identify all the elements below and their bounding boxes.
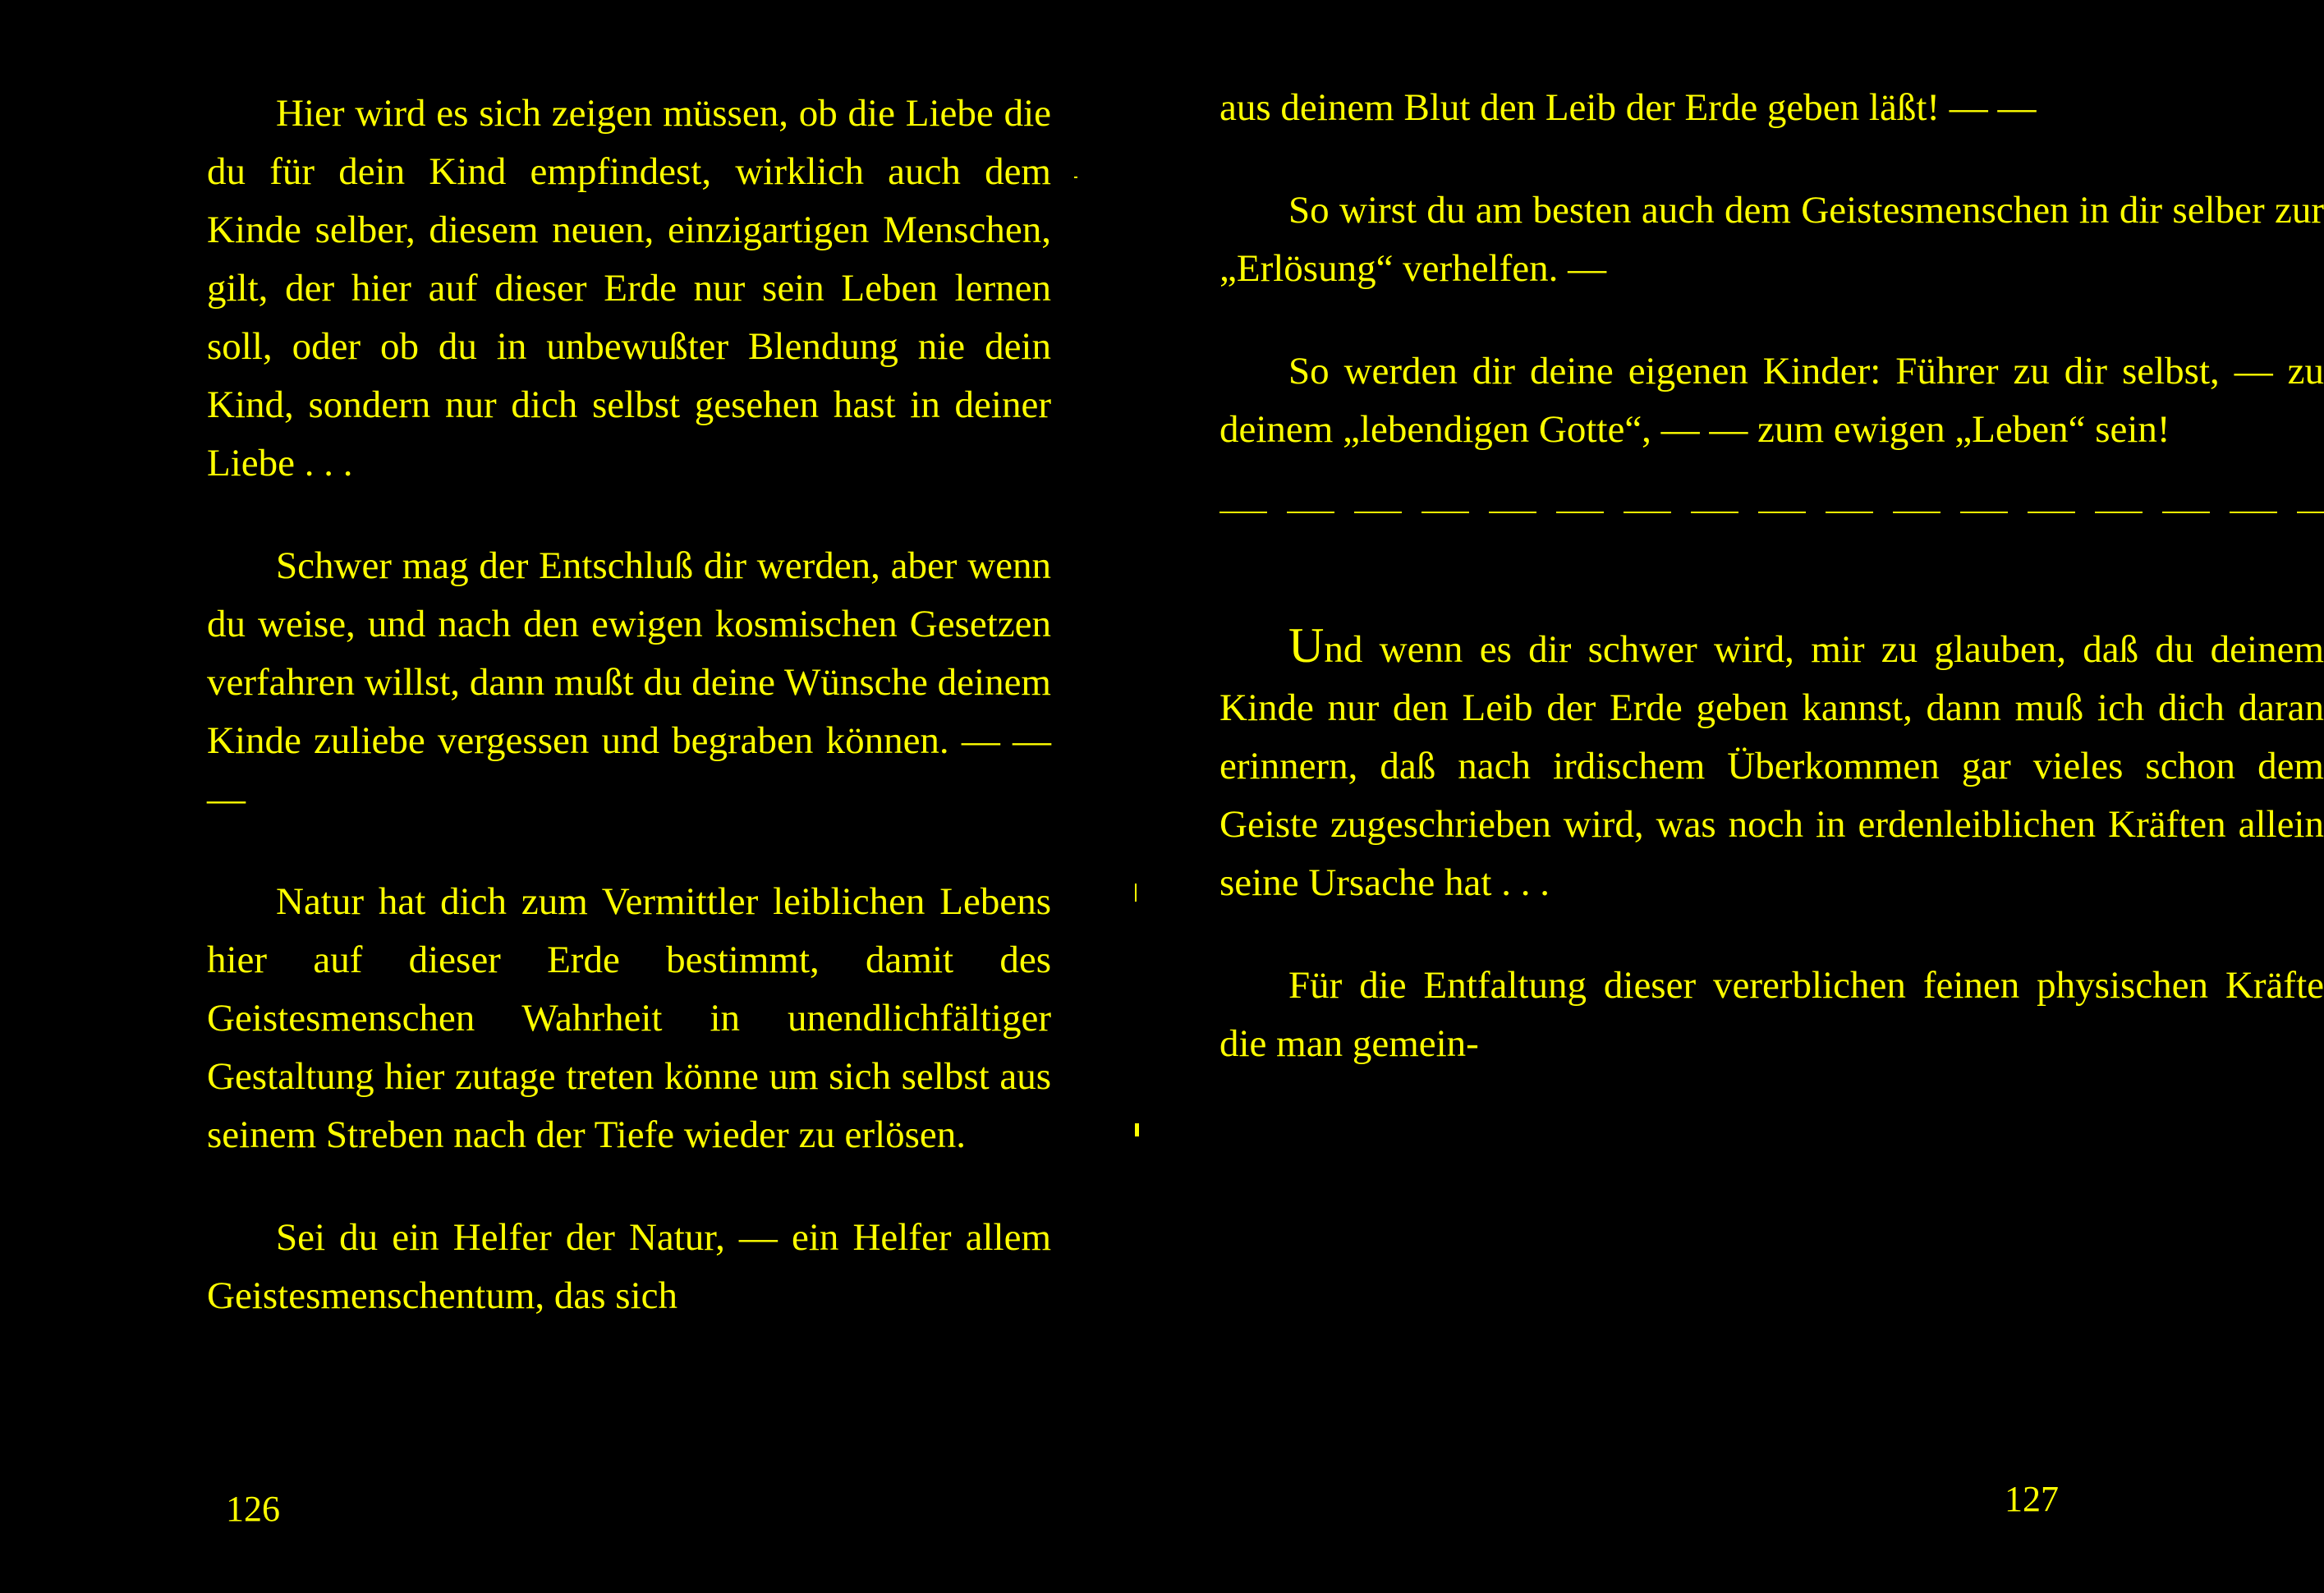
paragraph-text: nd wenn es dir schwer wird, mir zu glauben, daß du deinem Kinde nur den Leib der Erde geben kannst, dann muß ich dich daran erinnern, daß nach irdischem Überkommen gar vieles schon dem Geiste zugeschrieben wird, was noch in erdenleiblichen Kräften allein seine Ursache hat . . . <box>1219 628 2324 904</box>
scan-speck <box>1135 884 1137 902</box>
paragraph: Hier wird es sich zeigen müssen, ob die Liebe die du für dein Kind empfindest, wirklich auch dem Kinde selber, diesem neuen, einzigartigen Menschen, gilt, der hier auf dieser Erde nur sein Leben lernen soll, oder ob du in unbewußter Blendung nie dein Kind, sondern nur dich selbst gesehen hast in deiner Liebe . . . <box>207 92 1051 484</box>
drop-cap: U <box>1288 618 1325 673</box>
continuation-paragraph: aus deinem Blut den Leib der Erde geben läßt! — — <box>1219 86 2037 129</box>
page-number-right: 127 <box>2005 1479 2059 1519</box>
page-number-left: 126 <box>226 1489 280 1529</box>
left-page-text <box>207 85 1051 1325</box>
section-divider <box>1219 512 2324 513</box>
paragraph: Natur hat dich zum Vermittler leiblichen Lebens hier auf dieser Erde bestimmt, damit des Geistesmenschen Wahrheit in unendlichfältiger Gestaltung hier zutage treten könne um sich selbst aus seinem Streben nach der Tiefe wieder zu erlösen. <box>207 880 1051 1156</box>
scan-speck <box>1074 177 1077 178</box>
right-page <box>1088 0 2324 1593</box>
section-first-paragraph <box>1219 617 2324 912</box>
paragraph: Für die Entfaltung dieser vererblichen feinen physischen Kräfte die man gemein- <box>1219 964 2324 1065</box>
scan-speck <box>1135 1123 1139 1136</box>
paragraph: So wirst du am besten auch dem Geistesmenschen in dir selber zur „Erlösung“ verhelfen. — <box>1219 189 2324 290</box>
right-page-text <box>1219 79 2324 1073</box>
paragraph: Schwer mag der Entschluß dir werden, aber wenn du weise, und nach den ewigen kosmischen Gesetzen verfahren willst, dann mußt du deine Wünsche deinem Kinde zuliebe vergessen und begraben können. — — — <box>207 544 1051 820</box>
left-page <box>0 0 1088 1593</box>
paragraph: Sei du ein Helfer der Natur, — ein Helfer allem Geistesmenschentum, das sich <box>207 1216 1051 1317</box>
paragraph: So werden dir deine eigenen Kinder: Führer zu dir selbst, — zu deinem „lebendigen Gotte“, — — zum ewigen „Leben“ sein! <box>1219 350 2324 451</box>
